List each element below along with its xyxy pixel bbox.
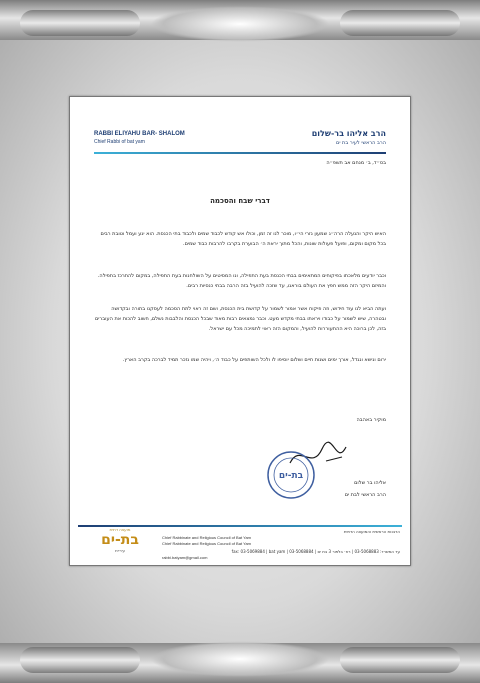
footer-email[interactable]: rabbi.batyam@gmail.com [162,555,208,560]
letter-paragraph: ירום ונישא ונגדל, אורך ימים ושנות חיים ושלום יוסיפו לו ולכל השותפים על כבוד ה׳, ויהיה שמו נזכר תמיד לברכה בקרב הארץ. [122,357,386,363]
frame-scroll-top-left [20,10,140,36]
footer-logo-main: בת-ים [101,532,139,548]
frame-top-center-ornament [150,6,330,42]
frame-scroll-bottom-right [340,647,460,673]
header-subtitle-he: הרב הראשי לעיר בת ים [336,140,386,146]
header-english [94,131,204,145]
footer-text [162,529,400,561]
official-stamp [266,450,316,500]
frame-scroll-top-right [340,10,460,36]
letter-paragraph: האיש היקר והנעלה הרה״ג שמעון נזרי הי״ו, מוכר לנו זה זמן, וכולו אש קודש לכבוד שמים ולכבוד בתי הכנסת. הוא יגע ועמל וטובת רבים בכל מקום ומקום, ופועל פעולות שונות, והכל מתוך יראת ה׳ הבוערת בקרבו להרבות כבוד שמים. [100,231,386,247]
signer-name: אליהו בר שלום [354,480,386,486]
letter-page [69,96,411,566]
frame-bottom-center-ornament [150,641,330,677]
letter-date: בס״ד, ב׳ מנחם אב תשפ״ה [326,160,386,166]
signer-title: הרב הראשי לבת ים [344,492,386,498]
stamp-text: בת-ים [278,471,304,481]
footer-logo-top: מועצה דתית [109,527,131,532]
frame-scroll-bottom-left [20,647,140,673]
header-divider [94,152,386,154]
header-subtitle-en: Chief Rabbi of bat yam [94,139,145,145]
footer-logo [84,527,156,559]
footer-line-en: Chief Rabbinate and Religious Council of Bat Yam [162,535,252,540]
footer-line-en2: Chief Rabbinate and Religious Council of Bat Yam [162,541,252,546]
letter-paragraph: וכבר יודעים מלאכתו בפיקוחים המתאימים בבתי הכנסת בעת התפילה, ונו המסיטים על השולחנות בעת התפילה, במקום להתרכז בתפילה. והמיזם היקר הזה ממש חפץ את העולם בוראנו, עד שזכה להועיל בזה הרבה בבתי כנסיות רבים. [97,273,386,289]
letter-title: דברי שבח והסכמה [210,197,270,205]
header-name-he: הרב אליהו בר-שלום [311,129,386,138]
header-hebrew [246,129,386,146]
header-name-en: RABBI ELIYAHU BAR- SHALOM [94,131,185,137]
footer-contact: עד המשרד: 03-5068883 | רח׳ בלפור 3 בת ים | 03-5068884 | fax: 03-5069884 | bat yam [231,549,400,554]
footer-logo-bottom: עיריית [114,548,126,553]
letter-paragraph: ועתה הביא לנו עוד חידוש, וזה פיקוח אשר אמור לשמור על קדושת בית הכנסת, ושם זה ראוי לתת הסכמה לעסקנו בתורה ובקדושה ובטהרה, שיש לשמור על כבודו ויראתו בבתי מקדש מעט. וכבר נמצאים רבות מאוד שבכל הכנסת והלבבות נשלם, חשוב להכות את העוברים בזה, לכן ברוכה היא ההתעוררות להועיל, והמקום הזה ראוי לתמיכה מכל עם ישראל. [94,306,386,332]
footer-line-he: הרבנות הראשית והמועצה הדתית [343,529,400,534]
sign-off: מוקיר באהבה [356,417,386,423]
